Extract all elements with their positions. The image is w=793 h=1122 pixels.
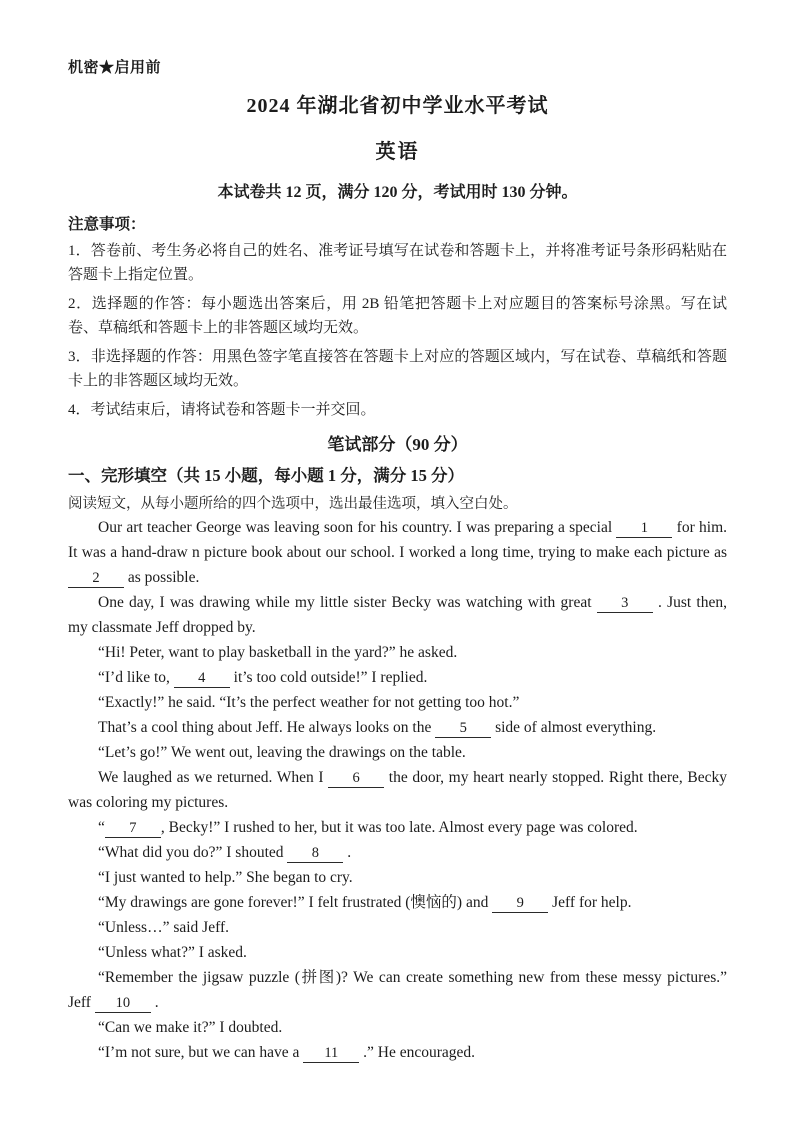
cloze-blank-8: 8 xyxy=(287,845,343,863)
cloze-blank-6: 6 xyxy=(328,770,384,788)
cloze-blank-11: 11 xyxy=(303,1045,359,1063)
written-section-title: 笔试部分（90 分） xyxy=(327,435,468,454)
cloze-paragraph: “My drawings are gone forever!” I felt frustrated (懊恼的) and 9 Jeff for help. xyxy=(98,894,632,911)
cloze-paragraph: “I just wanted to help.” She began to cry. xyxy=(98,869,353,886)
exam-info-line: 本试卷共 12 页，满分 120 分，考试用时 130 分钟。 xyxy=(217,184,578,201)
cloze-paragraph: “ 7 , Becky!” I rushed to her, but it was too late. Almost every page was colored. xyxy=(98,819,638,836)
cloze-instruction: 阅读短文，从每小题所给的四个选项中，选出最佳选项，填入空白处。 xyxy=(68,496,518,512)
cloze-paragraph: “I’d like to, 4 it’s too cold outside!” I replied. xyxy=(98,669,428,686)
confidential-label: 机密★启用前 xyxy=(68,60,162,76)
cloze-blank-10: 10 xyxy=(95,995,151,1013)
note-item-4: 4．考试结束后，请将试卷和答题卡一并交回。 xyxy=(68,402,376,418)
cloze-paragraph: “Unless what?” I asked. xyxy=(98,944,247,961)
cloze-paragraph: “Remember the jigsaw puzzle (拼图)? We can create something new from these messy pictures.” Jeff 10 . xyxy=(68,969,727,1011)
cloze-paragraph: “Exactly!” he said. “It’s the perfect weather for not getting too hot.” xyxy=(98,694,520,711)
cloze-blank-9: 9 xyxy=(492,895,548,913)
cloze-blank-2: 2 xyxy=(68,570,124,588)
cloze-blank-3: 3 xyxy=(597,595,653,613)
cloze-paragraph: One day, I was drawing while my little sister Becky was watching with great 3 . Just then, my classmate Jeff dropped by. xyxy=(68,594,727,636)
cloze-paragraph: “What did you do?” I shouted 8 . xyxy=(98,844,352,861)
cloze-blank-4: 4 xyxy=(174,670,230,688)
cloze-blank-1: 1 xyxy=(616,520,672,538)
cloze-section-title: 一、完形填空（共 15 小题，每小题 1 分，满分 15 分） xyxy=(68,466,464,485)
cloze-paragraph: “I’m not sure, but we can have a 11 .” He encouraged. xyxy=(98,1044,476,1061)
notes-title: 注意事项： xyxy=(68,216,146,233)
notes-list xyxy=(68,239,727,422)
note-item-1: 1．答卷前、考生务必将自己的姓名、准考证号填写在试卷和答题卡上，并将准考证号条形码粘贴在答题卡上指定位置。 xyxy=(68,243,727,283)
cloze-paragraph: “Can we make it?” I doubted. xyxy=(98,1019,283,1036)
cloze-paragraph: We laughed as we returned. When I 6 the door, my heart nearly stopped. Right there, Becky was coloring my pictures. xyxy=(68,769,727,811)
cloze-paragraph: That’s a cool thing about Jeff. He always looks on the 5 side of almost everything. xyxy=(98,719,657,736)
cloze-paragraph: “Let’s go!” We went out, leaving the drawings on the table. xyxy=(98,744,466,761)
exam-title: 2024 年湖北省初中学业水平考试 xyxy=(246,95,549,117)
cloze-paragraph: “Hi! Peter, want to play basketball in the yard?” he asked. xyxy=(98,644,458,661)
cloze-passage xyxy=(68,515,727,1065)
cloze-paragraph: Our art teacher George was leaving soon for his country. I was preparing a special 1 for him. It was a hand-draw n picture book about our school. I worked a long time, trying to make each picture as 2 as possible. xyxy=(68,519,728,586)
note-item-3: 3．非选择题的作答：用黑色签字笔直接答在答题卡上对应的答题区域内，写在试卷、草稿纸和答题卡上的非答题区域均无效。 xyxy=(68,349,727,389)
cloze-blank-5: 5 xyxy=(435,720,491,738)
exam-subject: 英语 xyxy=(375,141,420,163)
cloze-paragraph: “Unless…” said Jeff. xyxy=(98,919,230,936)
cloze-blank-7: 7 xyxy=(105,820,161,838)
note-item-2: 2．选择题的作答：每小题选出答案后，用 2B 铅笔把答题卡上对应题目的答案标号涂黑。写在试卷、草稿纸和答题卡上的非答题区域均无效。 xyxy=(68,296,727,336)
